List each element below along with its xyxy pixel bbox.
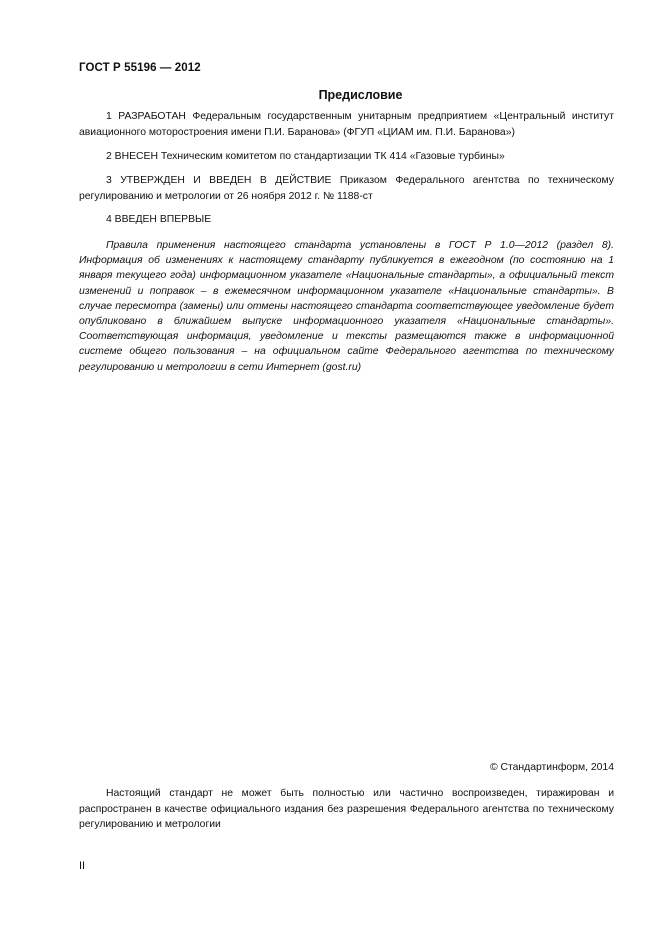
- foreword-item-approved: 3 УТВЕРЖДЕН И ВВЕДЕН В ДЕЙСТВИЕ Приказом Федерального агентства по техническому регулированию и метрологии от 26 ноября 2012 г. № 1188-ст: [79, 175, 614, 202]
- reproduction-notice: Настоящий стандарт не может быть полностью или частично воспроизведен, тиражирован и распространен в качестве официального издания без разрешения Федерального агентства по техническому регулированию и метрологии: [79, 788, 614, 830]
- page-number: II: [79, 860, 86, 872]
- foreword-item-first-introduced: 4 ВВЕДЕН ВПЕРВЫЕ: [106, 214, 212, 225]
- application-rules-paragraph: Правила применения настоящего стандарта установлены в ГОСТ Р 1.0—2012 (раздел 8). Информация об изменениях к настоящему стандарту публикуется в ежегодном (по состоянию на 1 января текущего года) информационном указателе «Национальные стандарты», а официальный текст изменений и поправок – в ежемесячном информационном указателе «Национальные стандарты». В случае пересмотра (замены) или отмены настоящего стандарта соответствующее уведомление будет опубликовано в ближайшем выпуске информационного указателя «Национальные стандарты». Соответствующая информация, уведомление и тексты размещаются также в информационной системе общего пользования – на официальном сайте Федерального агентства по техническому регулированию и метрологии в сети Интернет (gost.ru): [79, 240, 614, 373]
- page-title: Предисловие: [318, 88, 403, 102]
- foreword-item-developed: 1 РАЗРАБОТАН Федеральным государственным унитарным предприятием «Центральный институт авиационного моторостроения имени П.И. Баранова» (ФГУП «ЦИАМ им. П.И. Баранова»): [79, 111, 614, 138]
- standard-code-header: ГОСТ Р 55196 — 2012: [79, 62, 201, 74]
- copyright-notice: © Стандартинформ, 2014: [489, 762, 614, 773]
- foreword-item-introduced: 2 ВНЕСЕН Техническим комитетом по стандартизации ТК 414 «Газовые турбины»: [106, 151, 505, 162]
